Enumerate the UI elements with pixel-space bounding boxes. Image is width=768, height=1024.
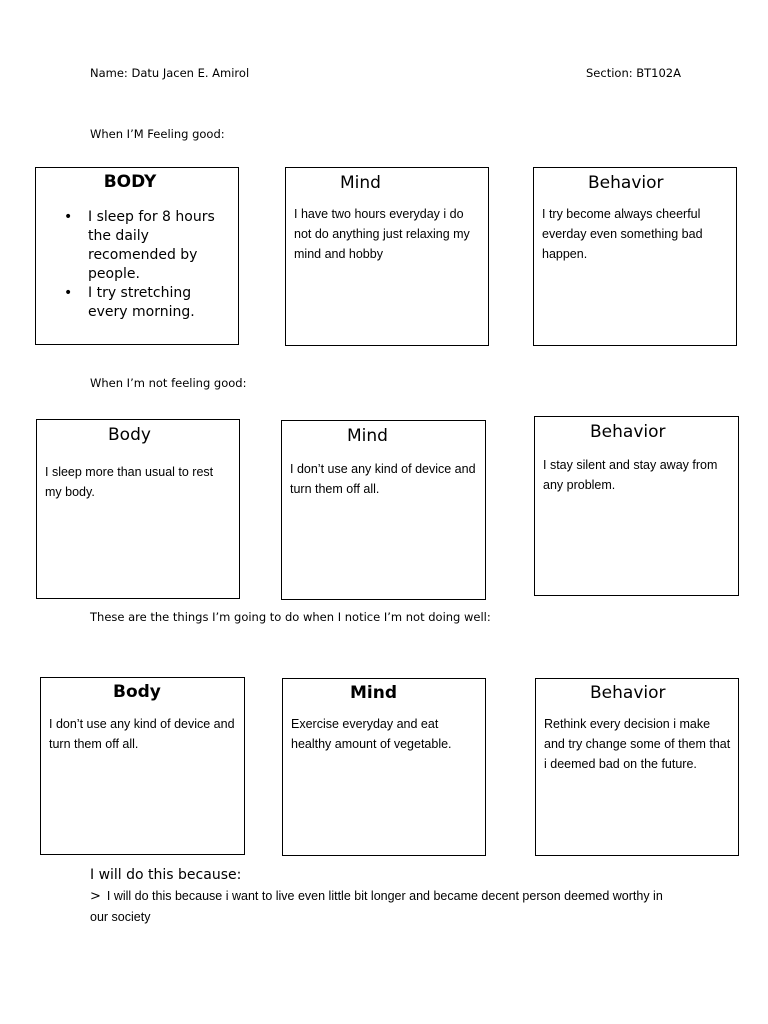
notgood-behavior-text: I stay silent and stay away from any problem. [543, 458, 718, 492]
notgood-body-box [36, 419, 240, 599]
good-mind-text: I have two hours everyday i do not do anything just relaxing my mind and hobby [294, 207, 470, 261]
good-mind-title: Mind [340, 173, 381, 193]
good-behavior-box [533, 167, 737, 346]
student-name: Name: Datu Jacen E. Amirol [90, 66, 250, 80]
plan-behavior-title: Behavior [590, 683, 666, 703]
because-heading: I will do this because: [90, 867, 242, 883]
notgood-behavior-box [534, 416, 739, 596]
plan-mind-box [282, 678, 486, 856]
notgood-behavior-title: Behavior [590, 422, 666, 442]
plan-heading: These are the things I’m going to do when I notice I’m not doing well: [90, 610, 491, 624]
because-paragraph [90, 886, 680, 927]
notgood-mind-box [281, 420, 486, 600]
good-body-list [36, 208, 233, 322]
feeling-good-heading: When I’M Feeling good: [90, 127, 225, 141]
plan-body-title: Body [113, 682, 161, 702]
plan-body-box [40, 677, 245, 855]
plan-behavior-text: Rethink every decision i make and try change some of them that i deemed bad on the future. [544, 717, 731, 771]
list-item: • I try stretching every morning. [88, 284, 233, 322]
arrow-icon: > [90, 889, 101, 904]
notgood-body-text: I sleep more than usual to rest my body. [45, 465, 214, 499]
good-behavior-title: Behavior [588, 173, 664, 193]
not-good-heading: When I’m not feeling good: [90, 376, 247, 390]
good-mind-box [285, 167, 489, 346]
notgood-mind-title: Mind [347, 426, 388, 446]
plan-mind-text: Exercise everyday and eat healthy amount of vegetable. [291, 717, 452, 751]
notgood-mind-text: I don’t use any kind of device and turn them off all. [290, 462, 476, 496]
plan-body-text: I don’t use any kind of device and turn them off all. [49, 717, 235, 751]
good-body-box [35, 167, 239, 345]
because-text: I will do this because i want to live even little bit longer and became decent person deemed worthy in our society [90, 889, 663, 924]
list-item: • I sleep for 8 hours the daily recomended by people. [88, 208, 233, 284]
student-section: Section: BT102A [586, 66, 681, 80]
notgood-body-title: Body [108, 425, 151, 445]
plan-mind-title: Mind [350, 683, 398, 703]
good-behavior-text: I try become always cheerful everday even something bad happen. [542, 207, 703, 261]
good-body-title: BODY [103, 172, 157, 192]
plan-behavior-box [535, 678, 739, 856]
